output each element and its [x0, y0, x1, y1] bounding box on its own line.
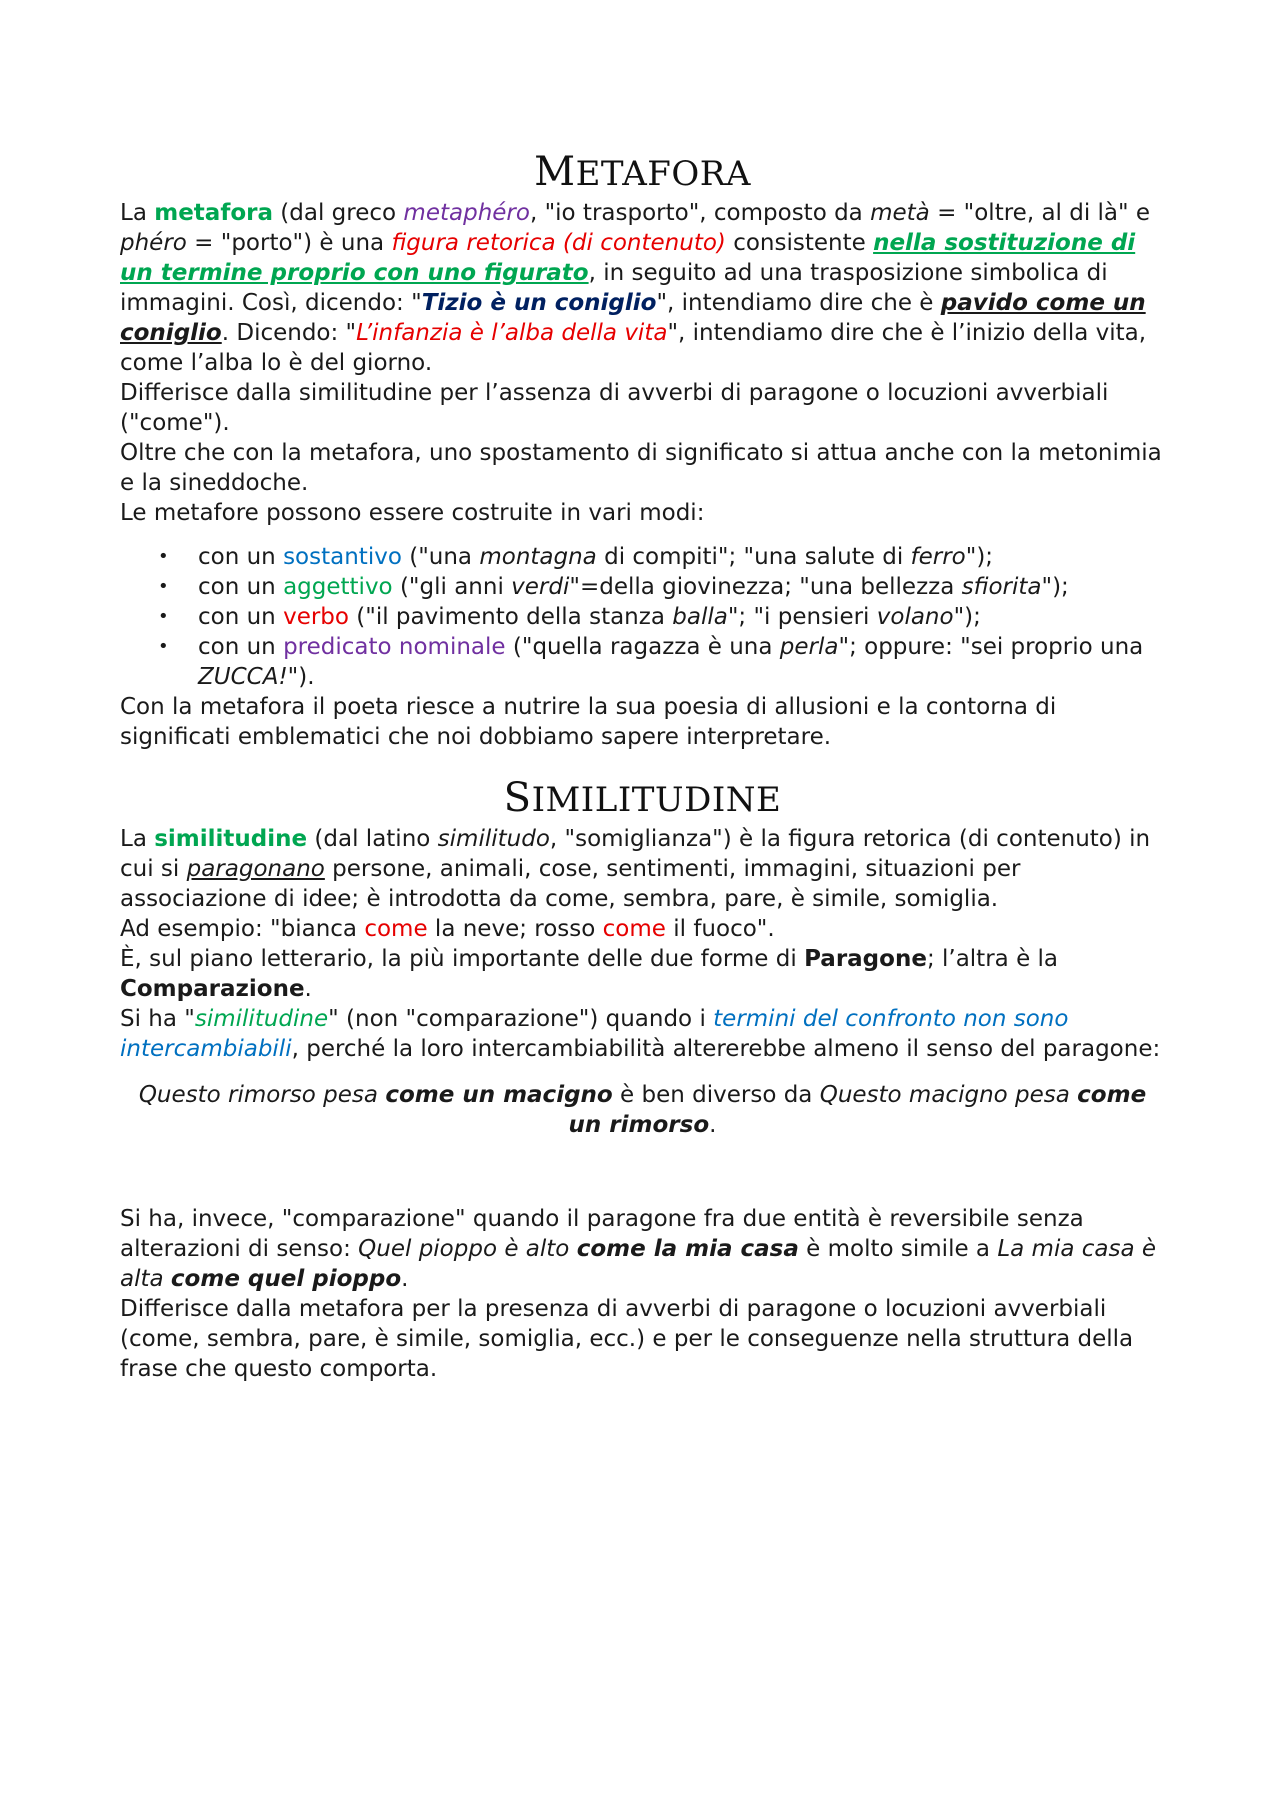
metafora-modes-intro: Le metafore possono essere costruite in vari modi:	[120, 500, 705, 526]
term-metafora: metafora	[154, 200, 273, 226]
example-infanzia: L’infanzia è l’alba della vita	[356, 320, 668, 346]
similitudine-quote-example: Questo rimorso pesa come un macigno è ben diverso da Questo macigno pesa come un rimorso.	[138, 1082, 1147, 1138]
metafora-heading	[120, 150, 1165, 196]
greek-word: metaphéro	[403, 200, 530, 226]
metafora-modes-list	[120, 542, 1165, 692]
example-pavido: pavido come un coniglio	[120, 290, 1146, 346]
list-item: • con un sostantivo ("una montagna di compiti"; "una salute di ferro");	[120, 542, 1165, 572]
metafora-definition: nella sostituzione di un termine proprio con uno figurato	[120, 230, 1136, 286]
heading-initial: S	[503, 775, 532, 821]
heading-initial: M	[534, 149, 576, 195]
similitudine-heading	[120, 776, 1165, 822]
list-item: • con un aggettivo ("gli anni verdi"=della giovinezza; "una bellezza sfiorita");	[120, 572, 1165, 602]
list-item: • con un verbo ("il pavimento della stanza balla"; "i pensieri volano");	[120, 602, 1165, 632]
similitudine-difference-paragraph: Differisce dalla metafora per la presenza di avverbi di paragone o locuzioni avverbiali (come, sembra, pare, è simile, somiglia, ecc.) e per le conseguenze nella struttura della frase che questo comporta.	[120, 1296, 1134, 1382]
similitudine-definition-paragraph: La similitudine (dal latino similitudo, "somiglianza") è la figura retorica (di contenuto) in cui si paragonano persone, animali, cose, sentimenti, immagini, situazioni per associazione di idee; è introdotta da come, sembra, pare, è simile, somiglia.	[120, 826, 1151, 912]
list-item: • con un predicato nominale ("quella ragazza è una perla"; oppure: "sei proprio una ZUCCA!").	[120, 632, 1165, 692]
metafora-definition-paragraph: La metafora (dal greco metaphéro, "io trasporto", composto da metà = "oltre, al di là" e phéro = "porto") è una figura retorica (di contenuto) consistente nella sostituzione di un termine proprio con uno figurato, in seguito ad una trasposizione simbolica di immagini. Così, dicendo: "Tizio è un coniglio", intendiamo dire che è pavido come un coniglio. Dicendo: "L’infanzia è l’alba della vita", intendiamo dire che è l’inizio della vita, come l’alba lo è del giorno.	[120, 200, 1151, 376]
heading-rest: IMILITUDINE	[531, 780, 782, 820]
metafora-metonimia-paragraph: Oltre che con la metafora, uno spostamento di significato si attua anche con la metonimia e la sineddoche.	[120, 440, 1162, 496]
similitudine-interchange-paragraph: Si ha "similitudine" (non "comparazione") quando i termini del confronto non sono intercambiabili, perché la loro intercambiabilità altererebbe almeno il senso del paragone:	[120, 1006, 1161, 1062]
example-tizio: Tizio è un coniglio	[421, 290, 657, 316]
similitudine-paragone-paragraph: È, sul piano letterario, la più importante delle due forme di Paragone; l’altra è la Comparazione.	[120, 946, 1059, 1002]
document-page	[120, 150, 1165, 1384]
similitudine-example-paragraph: Ad esempio: "bianca come la neve; rosso come il fuoco".	[120, 916, 775, 942]
metafora-difference-paragraph: Differisce dalla similitudine per l’assenza di avverbi di paragone o locuzioni avverbiali ("come").	[120, 380, 1109, 436]
term-similitudine: similitudine	[154, 826, 308, 852]
heading-rest: ETAFORA	[575, 154, 751, 194]
figura-retorica-text: figura retorica (di contenuto)	[391, 230, 726, 256]
comparazione-paragraph: Si ha, invece, "comparazione" quando il paragone fra due entità è reversibile senza alterazioni di senso: Quel pioppo è alto come la mia casa è molto simile a La mia casa è alta come quel pioppo.	[120, 1206, 1157, 1292]
metafora-conclusion-paragraph: Con la metafora il poeta riesce a nutrire la sua poesia di allusioni e la contorna di significati emblematici che noi dobbiamo sapere interpretare.	[120, 694, 1057, 750]
